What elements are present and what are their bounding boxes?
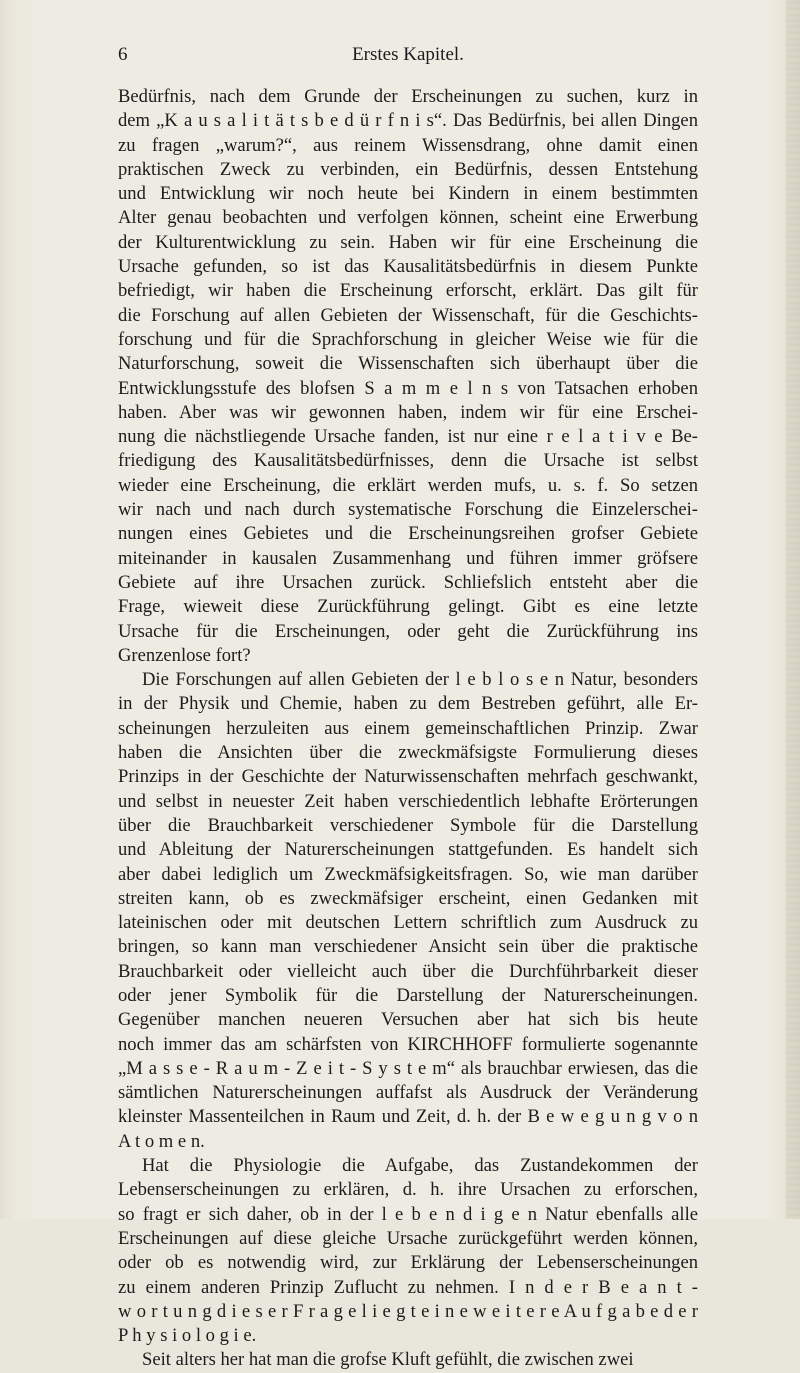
text-line: Bedürfnis, nach dem Grunde der Erscheinungen zu suchen, kurz in bbox=[118, 86, 698, 107]
text-line: scheinungen herzuleiten aus einem gemeinschaftlichen Prinzip. Zwar bbox=[118, 717, 698, 739]
text-line: forschung und für die Sprachforschung in gleicher Weise wie für die bbox=[118, 328, 698, 350]
text-line: Alter genau beobachten und verfolgen können, scheint eine Erwerbung bbox=[118, 207, 698, 229]
text-line: wir nach und nach durch systematische Forschung die Einzelerschei- bbox=[118, 499, 698, 521]
paragraph-end-line: P h y s i o l o g i e. bbox=[118, 1325, 257, 1347]
text-line: miteinander in kausalen Zusammenhang und führen immer gröfsere bbox=[118, 547, 698, 569]
text-line: Naturforschung, soweit die Wissenschaften sich überhaupt über die bbox=[118, 353, 698, 375]
paragraph-start-line: Hat die Physiologie die Aufgabe, das Zustandekommen der bbox=[142, 1155, 698, 1177]
text-line: Gebiete auf ihre Ursachen zurück. Schliefslich entsteht aber die bbox=[118, 571, 698, 593]
paragraph-start-line: Seit alters her hat man die grofse Kluft gefühlt, die zwischen zwei bbox=[142, 1349, 634, 1371]
text-line: Ursache gefunden, so ist das Kausalitätsbedürfnis in diesem Punkte bbox=[118, 256, 698, 278]
text-line: und Ableitung der Naturerscheinungen stattgefunden. Es handelt sich bbox=[118, 839, 698, 861]
paragraph-start-line: Die Forschungen auf allen Gebieten der l e b l o s e n Natur, besonders bbox=[142, 669, 698, 691]
text-line: bringen, so kann man verschiedener Ansicht sein über die praktische bbox=[118, 936, 698, 958]
text-line: der Kulturentwicklung zu sein. Haben wir für eine Erscheinung die bbox=[118, 231, 698, 253]
text-line: Erscheinungen auf diese gleiche Ursache zurückgeführt werden können, bbox=[118, 1227, 698, 1249]
text-line: Entwicklungsstufe des blofsen S a m m e l n s von Tatsachen erhoben bbox=[118, 377, 698, 399]
text-line: und selbst in neuester Zeit haben verschiedentlich lebhafte Erörterungen bbox=[118, 790, 698, 812]
text-line: Brauchbarkeit oder vielleicht auch über die Durchführbarkeit dieser bbox=[118, 960, 698, 982]
text-line: streiten kann, ob es zweckmäfsiger erscheint, einen Gedanken mit bbox=[118, 887, 698, 909]
text-line: Ursache für die Erscheinungen, oder geht die Zurückführung ins bbox=[118, 620, 698, 642]
text-line: oder jener Symbolik für die Darstellung der Naturerscheinungen. bbox=[118, 984, 698, 1006]
paragraph-end-line: A t o m e n. bbox=[118, 1130, 205, 1152]
text-line: friedigung des Kausalitätsbedürfnisses, denn die Ursache ist selbst bbox=[118, 450, 698, 472]
page-number: 6 bbox=[118, 44, 128, 65]
text-line: „M a s s e - R a u m - Z e i t - S y s t e m“ als brauchbar erwiesen, das die bbox=[118, 1057, 698, 1079]
text-line: w o r t u n g d i e s e r F r a g e l i e g t e i n e w e i t e r e A u f g a b e d e r bbox=[118, 1300, 698, 1322]
running-title: Erstes Kapitel. bbox=[352, 44, 464, 65]
text-line: lateinischen oder mit deutschen Lettern schriftlich zum Ausdruck zu bbox=[118, 912, 698, 934]
text-line: aber dabei lediglich um Zweckmäfsigkeitsfragen. So, wie man darüber bbox=[118, 863, 698, 885]
text-line: sämtlichen Naturerscheinungen auffafst als Ausdruck der Veränderung bbox=[118, 1082, 698, 1104]
text-line: noch immer das am schärfsten von KIRCHHOFF formulierte sogenannte bbox=[118, 1033, 698, 1055]
text-line: oder ob es notwendig wird, zur Erklärung der Lebenserscheinungen bbox=[118, 1252, 698, 1274]
text-line: in der Physik und Chemie, haben zu dem Bestreben geführt, alle Er- bbox=[118, 693, 698, 715]
text-line: haben. Aber was wir gewonnen haben, indem wir für eine Erschei- bbox=[118, 401, 698, 423]
text-line: haben die Ansichten über die zweckmäfsigste Formulierung dieses bbox=[118, 742, 698, 764]
page-header bbox=[118, 44, 698, 72]
page-edge-shadow bbox=[786, 0, 800, 1219]
paragraph-end-line: Grenzenlose fort? bbox=[118, 644, 251, 666]
text-line: Lebenserscheinungen zu erklären, d. h. ihre Ursachen zu erforschen, bbox=[118, 1179, 698, 1201]
text-line: über die Brauchbarkeit verschiedener Symbole für die Darstellung bbox=[118, 814, 698, 836]
body-text bbox=[118, 85, 698, 1373]
text-line: Frage, wieweit diese Zurückführung gelingt. Gibt es eine letzte bbox=[118, 596, 698, 618]
text-line: so fragt er sich daher, ob in der l e b e n d i g e n Natur ebenfalls alle bbox=[118, 1203, 698, 1225]
text-line: dem „K a u s a l i t ä t s b e d ü r f n i s“. Das Bedürfnis, bei allen Dingen bbox=[118, 110, 698, 132]
text-line: zu einem anderen Prinzip Zuflucht zu nehmen. I n d e r B e a n t - bbox=[118, 1276, 698, 1298]
text-line: Gegenüber manchen neueren Versuchen aber hat sich bis heute bbox=[118, 1009, 698, 1031]
text-line: und Entwicklung wir noch heute bei Kindern in einem bestimmten bbox=[118, 183, 698, 205]
text-line: befriedigt, wir haben die Erscheinung erforscht, erklärt. Das gilt für bbox=[118, 280, 698, 302]
text-line: kleinster Massenteilchen in Raum und Zeit, d. h. der B e w e g u n g v o n bbox=[118, 1106, 698, 1128]
text-line: Prinzips in der Geschichte der Naturwissenschaften mehrfach geschwankt, bbox=[118, 766, 698, 788]
text-line: nungen eines Gebietes und die Erscheinungsreihen grofser Gebiete bbox=[118, 523, 698, 545]
text-line: wieder eine Erscheinung, die erklärt werden mufs, u. s. f. So setzen bbox=[118, 474, 698, 496]
text-line: praktischen Zweck zu verbinden, ein Bedürfnis, dessen Entstehung bbox=[118, 158, 698, 180]
text-line: zu fragen „warum?“, aus reinem Wissensdrang, ohne damit einen bbox=[118, 134, 698, 156]
text-line: nung die nächstliegende Ursache fanden, ist nur eine r e l a t i v e Be- bbox=[118, 426, 698, 448]
text-line: die Forschung auf allen Gebieten der Wissenschaft, für die Geschichts- bbox=[118, 304, 698, 326]
